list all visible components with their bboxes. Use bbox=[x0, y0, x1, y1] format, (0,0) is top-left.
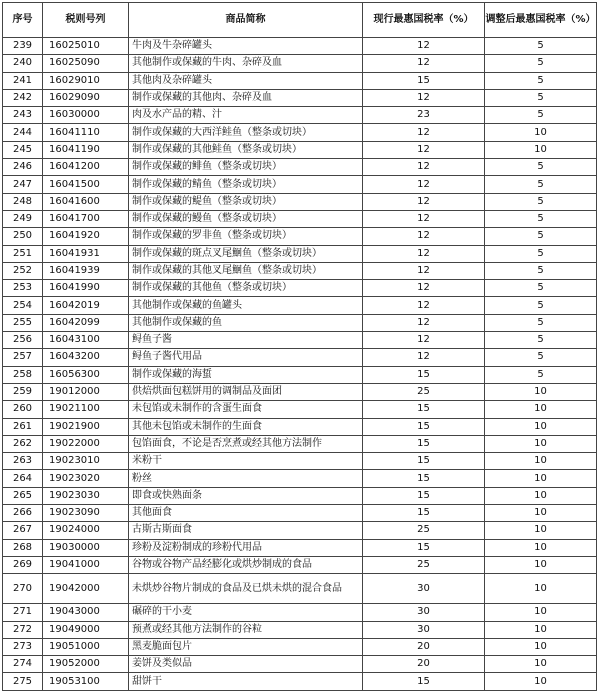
tariff-code-cell: 19053100 bbox=[43, 673, 129, 690]
current-rate-cell: 12 bbox=[363, 124, 485, 141]
serial-cell: 241 bbox=[3, 72, 43, 89]
current-rate-cell: 12 bbox=[363, 228, 485, 245]
tariff-code-cell: 19023030 bbox=[43, 487, 129, 504]
adjusted-rate-cell: 10 bbox=[485, 673, 597, 690]
serial-cell: 240 bbox=[3, 55, 43, 72]
adjusted-rate-cell: 5 bbox=[485, 245, 597, 262]
header-adjusted-rate: 调整后最惠国税率（%） bbox=[485, 3, 597, 38]
current-rate-cell: 12 bbox=[363, 314, 485, 331]
current-rate-cell: 12 bbox=[363, 38, 485, 55]
adjusted-rate-cell: 5 bbox=[485, 159, 597, 176]
current-rate-cell: 15 bbox=[363, 435, 485, 452]
serial-cell: 239 bbox=[3, 38, 43, 55]
current-rate-cell: 15 bbox=[363, 673, 485, 690]
current-rate-cell: 15 bbox=[363, 487, 485, 504]
serial-cell: 264 bbox=[3, 470, 43, 487]
serial-cell: 245 bbox=[3, 141, 43, 158]
current-rate-cell: 15 bbox=[363, 505, 485, 522]
tariff-code-cell: 16041600 bbox=[43, 193, 129, 210]
serial-cell: 272 bbox=[3, 621, 43, 638]
table-row bbox=[3, 487, 597, 504]
tariff-code-cell: 16041200 bbox=[43, 159, 129, 176]
serial-cell: 250 bbox=[3, 228, 43, 245]
table-row bbox=[3, 314, 597, 331]
adjusted-rate-cell: 10 bbox=[485, 418, 597, 435]
adjusted-rate-cell: 10 bbox=[485, 453, 597, 470]
product-name-cell: 粉丝 bbox=[129, 470, 363, 487]
current-rate-cell: 12 bbox=[363, 262, 485, 279]
table-row bbox=[3, 89, 597, 106]
current-rate-cell: 30 bbox=[363, 604, 485, 621]
adjusted-rate-cell: 10 bbox=[485, 539, 597, 556]
table-row bbox=[3, 72, 597, 89]
serial-cell: 261 bbox=[3, 418, 43, 435]
tariff-code-cell: 16041110 bbox=[43, 124, 129, 141]
table-row bbox=[3, 673, 597, 690]
adjusted-rate-cell: 10 bbox=[485, 401, 597, 418]
current-rate-cell: 15 bbox=[363, 72, 485, 89]
adjusted-rate-cell: 5 bbox=[485, 55, 597, 72]
tariff-code-cell: 19022000 bbox=[43, 435, 129, 452]
tariff-code-cell: 19021100 bbox=[43, 401, 129, 418]
serial-cell: 254 bbox=[3, 297, 43, 314]
header-current-rate: 现行最惠国税率（%） bbox=[363, 3, 485, 38]
adjusted-rate-cell: 5 bbox=[485, 89, 597, 106]
current-rate-cell: 25 bbox=[363, 556, 485, 573]
adjusted-rate-cell: 5 bbox=[485, 332, 597, 349]
product-name-cell: 制作或保藏的鲱鱼（整条或切块） bbox=[129, 159, 363, 176]
adjusted-rate-cell: 5 bbox=[485, 228, 597, 245]
tariff-code-cell: 19023090 bbox=[43, 505, 129, 522]
table-row bbox=[3, 262, 597, 279]
current-rate-cell: 12 bbox=[363, 210, 485, 227]
adjusted-rate-cell: 5 bbox=[485, 349, 597, 366]
tariff-code-cell: 19042000 bbox=[43, 574, 129, 604]
tariff-code-cell: 19049000 bbox=[43, 621, 129, 638]
current-rate-cell: 15 bbox=[363, 401, 485, 418]
table-row bbox=[3, 556, 597, 573]
current-rate-cell: 12 bbox=[363, 159, 485, 176]
serial-cell: 266 bbox=[3, 505, 43, 522]
table-row bbox=[3, 453, 597, 470]
tariff-code-cell: 16041931 bbox=[43, 245, 129, 262]
tariff-code-cell: 16041190 bbox=[43, 141, 129, 158]
serial-cell: 253 bbox=[3, 280, 43, 297]
current-rate-cell: 12 bbox=[363, 193, 485, 210]
serial-cell: 242 bbox=[3, 89, 43, 106]
current-rate-cell: 25 bbox=[363, 522, 485, 539]
table-row bbox=[3, 383, 597, 400]
adjusted-rate-cell: 10 bbox=[485, 556, 597, 573]
adjusted-rate-cell: 10 bbox=[485, 574, 597, 604]
product-name-cell: 其他未包馅或未制作的生面食 bbox=[129, 418, 363, 435]
tariff-code-cell: 16041990 bbox=[43, 280, 129, 297]
current-rate-cell: 15 bbox=[363, 539, 485, 556]
table-row bbox=[3, 604, 597, 621]
table-row bbox=[3, 141, 597, 158]
table-row bbox=[3, 435, 597, 452]
current-rate-cell: 15 bbox=[363, 366, 485, 383]
serial-cell: 269 bbox=[3, 556, 43, 573]
current-rate-cell: 12 bbox=[363, 55, 485, 72]
serial-cell: 268 bbox=[3, 539, 43, 556]
adjusted-rate-cell: 10 bbox=[485, 435, 597, 452]
table-row bbox=[3, 193, 597, 210]
serial-cell: 247 bbox=[3, 176, 43, 193]
table-row bbox=[3, 228, 597, 245]
tariff-code-cell: 16041939 bbox=[43, 262, 129, 279]
tariff-code-cell: 19023010 bbox=[43, 453, 129, 470]
table-row bbox=[3, 210, 597, 227]
tariff-code-cell: 16025010 bbox=[43, 38, 129, 55]
adjusted-rate-cell: 5 bbox=[485, 314, 597, 331]
adjusted-rate-cell: 10 bbox=[485, 141, 597, 158]
serial-cell: 270 bbox=[3, 574, 43, 604]
tariff-code-cell: 19052000 bbox=[43, 656, 129, 673]
serial-cell: 259 bbox=[3, 383, 43, 400]
product-name-cell: 制作或保藏的大西洋鲑鱼（整条或切块） bbox=[129, 124, 363, 141]
adjusted-rate-cell: 10 bbox=[485, 522, 597, 539]
product-name-cell: 珍粉及淀粉制成的珍粉代用品 bbox=[129, 539, 363, 556]
serial-cell: 275 bbox=[3, 673, 43, 690]
product-name-cell: 制作或保藏的鳀鱼（整条或切块） bbox=[129, 193, 363, 210]
table-row bbox=[3, 656, 597, 673]
tariff-code-cell: 16043200 bbox=[43, 349, 129, 366]
adjusted-rate-cell: 10 bbox=[485, 487, 597, 504]
adjusted-rate-cell: 5 bbox=[485, 193, 597, 210]
current-rate-cell: 12 bbox=[363, 297, 485, 314]
adjusted-rate-cell: 5 bbox=[485, 262, 597, 279]
current-rate-cell: 12 bbox=[363, 349, 485, 366]
header-tariff-code: 税则号列 bbox=[43, 3, 129, 38]
adjusted-rate-cell: 10 bbox=[485, 505, 597, 522]
product-name-cell: 制作或保藏的其他肉、杂碎及血 bbox=[129, 89, 363, 106]
tariff-code-cell: 19041000 bbox=[43, 556, 129, 573]
product-name-cell: 谷物或谷物产品经膨化或烘炒制成的食品 bbox=[129, 556, 363, 573]
serial-cell: 274 bbox=[3, 656, 43, 673]
product-name-cell: 碾碎的干小麦 bbox=[129, 604, 363, 621]
table-row bbox=[3, 159, 597, 176]
current-rate-cell: 12 bbox=[363, 89, 485, 106]
product-name-cell: 肉及水产品的精、汁 bbox=[129, 107, 363, 124]
tariff-table bbox=[2, 2, 597, 691]
table-row bbox=[3, 332, 597, 349]
header-product-name: 商品简称 bbox=[129, 3, 363, 38]
current-rate-cell: 23 bbox=[363, 107, 485, 124]
table-row bbox=[3, 107, 597, 124]
serial-cell: 258 bbox=[3, 366, 43, 383]
tariff-code-cell: 19024000 bbox=[43, 522, 129, 539]
product-name-cell: 鲟鱼子酱 bbox=[129, 332, 363, 349]
product-name-cell: 黑麦脆面包片 bbox=[129, 638, 363, 655]
tariff-code-cell: 16042019 bbox=[43, 297, 129, 314]
table-row bbox=[3, 539, 597, 556]
adjusted-rate-cell: 5 bbox=[485, 280, 597, 297]
tariff-code-cell: 19030000 bbox=[43, 539, 129, 556]
tariff-code-cell: 16041500 bbox=[43, 176, 129, 193]
product-name-cell: 未烘炒谷物片制成的食品及已烘未烘的混合食品 bbox=[129, 574, 363, 604]
adjusted-rate-cell: 10 bbox=[485, 638, 597, 655]
tariff-code-cell: 16030000 bbox=[43, 107, 129, 124]
product-name-cell: 未包馅或未制作的含蛋生面食 bbox=[129, 401, 363, 418]
adjusted-rate-cell: 10 bbox=[485, 470, 597, 487]
serial-cell: 271 bbox=[3, 604, 43, 621]
serial-cell: 257 bbox=[3, 349, 43, 366]
current-rate-cell: 15 bbox=[363, 418, 485, 435]
product-name-cell: 其他肉及杂碎罐头 bbox=[129, 72, 363, 89]
product-name-cell: 制作或保藏的其他鱼（整条或切块） bbox=[129, 280, 363, 297]
adjusted-rate-cell: 5 bbox=[485, 107, 597, 124]
serial-cell: 262 bbox=[3, 435, 43, 452]
current-rate-cell: 12 bbox=[363, 332, 485, 349]
product-name-cell: 甜饼干 bbox=[129, 673, 363, 690]
product-name-cell: 即食或快熟面条 bbox=[129, 487, 363, 504]
adjusted-rate-cell: 5 bbox=[485, 72, 597, 89]
current-rate-cell: 12 bbox=[363, 176, 485, 193]
product-name-cell: 鲟鱼子酱代用品 bbox=[129, 349, 363, 366]
adjusted-rate-cell: 5 bbox=[485, 297, 597, 314]
table-row bbox=[3, 505, 597, 522]
product-name-cell: 制作或保藏的斑点叉尾鮰鱼（整条或切块） bbox=[129, 245, 363, 262]
product-name-cell: 姜饼及类似品 bbox=[129, 656, 363, 673]
table-row bbox=[3, 418, 597, 435]
tariff-code-cell: 19023020 bbox=[43, 470, 129, 487]
serial-cell: 273 bbox=[3, 638, 43, 655]
table-row bbox=[3, 574, 597, 604]
current-rate-cell: 12 bbox=[363, 280, 485, 297]
tariff-code-cell: 16029010 bbox=[43, 72, 129, 89]
product-name-cell: 制作或保藏的罗非鱼（整条或切块） bbox=[129, 228, 363, 245]
tariff-code-cell: 19012000 bbox=[43, 383, 129, 400]
table-row bbox=[3, 297, 597, 314]
tariff-code-cell: 16041700 bbox=[43, 210, 129, 227]
current-rate-cell: 25 bbox=[363, 383, 485, 400]
adjusted-rate-cell: 10 bbox=[485, 383, 597, 400]
serial-cell: 243 bbox=[3, 107, 43, 124]
serial-cell: 263 bbox=[3, 453, 43, 470]
tariff-code-cell: 16041920 bbox=[43, 228, 129, 245]
adjusted-rate-cell: 5 bbox=[485, 210, 597, 227]
current-rate-cell: 15 bbox=[363, 453, 485, 470]
serial-cell: 246 bbox=[3, 159, 43, 176]
current-rate-cell: 30 bbox=[363, 574, 485, 604]
adjusted-rate-cell: 10 bbox=[485, 604, 597, 621]
header-serial: 序号 bbox=[3, 3, 43, 38]
serial-cell: 265 bbox=[3, 487, 43, 504]
adjusted-rate-cell: 10 bbox=[485, 621, 597, 638]
table-row bbox=[3, 638, 597, 655]
tariff-code-cell: 19021900 bbox=[43, 418, 129, 435]
table-row bbox=[3, 176, 597, 193]
current-rate-cell: 20 bbox=[363, 638, 485, 655]
table-row bbox=[3, 401, 597, 418]
product-name-cell: 其他制作或保藏的鱼 bbox=[129, 314, 363, 331]
tariff-code-cell: 19043000 bbox=[43, 604, 129, 621]
table-row bbox=[3, 55, 597, 72]
product-name-cell: 古斯古斯面食 bbox=[129, 522, 363, 539]
table-row bbox=[3, 349, 597, 366]
product-name-cell: 包馅面食，不论是否烹煮或经其他方法制作 bbox=[129, 435, 363, 452]
table-row bbox=[3, 522, 597, 539]
tariff-code-cell: 16056300 bbox=[43, 366, 129, 383]
product-name-cell: 预煮或经其他方法制作的谷粒 bbox=[129, 621, 363, 638]
tariff-code-cell: 16043100 bbox=[43, 332, 129, 349]
product-name-cell: 其他制作或保藏的牛肉、杂碎及血 bbox=[129, 55, 363, 72]
table-row bbox=[3, 621, 597, 638]
product-name-cell: 制作或保藏的其他鲑鱼（整条或切块） bbox=[129, 141, 363, 158]
adjusted-rate-cell: 5 bbox=[485, 366, 597, 383]
current-rate-cell: 20 bbox=[363, 656, 485, 673]
table-row bbox=[3, 366, 597, 383]
product-name-cell: 制作或保藏的海蜇 bbox=[129, 366, 363, 383]
current-rate-cell: 12 bbox=[363, 245, 485, 262]
serial-cell: 249 bbox=[3, 210, 43, 227]
serial-cell: 255 bbox=[3, 314, 43, 331]
current-rate-cell: 12 bbox=[363, 141, 485, 158]
serial-cell: 260 bbox=[3, 401, 43, 418]
serial-cell: 248 bbox=[3, 193, 43, 210]
product-name-cell: 其他面食 bbox=[129, 505, 363, 522]
table-row bbox=[3, 124, 597, 141]
adjusted-rate-cell: 10 bbox=[485, 656, 597, 673]
current-rate-cell: 15 bbox=[363, 470, 485, 487]
product-name-cell: 制作或保藏的鲭鱼（整条或切块） bbox=[129, 176, 363, 193]
product-name-cell: 制作或保藏的鳗鱼（整条或切块） bbox=[129, 210, 363, 227]
adjusted-rate-cell: 10 bbox=[485, 124, 597, 141]
tariff-code-cell: 16042099 bbox=[43, 314, 129, 331]
tariff-code-cell: 16025090 bbox=[43, 55, 129, 72]
serial-cell: 252 bbox=[3, 262, 43, 279]
header-row bbox=[3, 3, 597, 38]
table-row bbox=[3, 470, 597, 487]
adjusted-rate-cell: 5 bbox=[485, 38, 597, 55]
product-name-cell: 制作或保藏的其他叉尾鮰鱼（整条或切块） bbox=[129, 262, 363, 279]
table-row bbox=[3, 280, 597, 297]
serial-cell: 256 bbox=[3, 332, 43, 349]
product-name-cell: 牛肉及牛杂碎罐头 bbox=[129, 38, 363, 55]
product-name-cell: 供焙烘面包糕饼用的调制品及面团 bbox=[129, 383, 363, 400]
tariff-code-cell: 19051000 bbox=[43, 638, 129, 655]
product-name-cell: 米粉干 bbox=[129, 453, 363, 470]
serial-cell: 251 bbox=[3, 245, 43, 262]
tariff-code-cell: 16029090 bbox=[43, 89, 129, 106]
table-row bbox=[3, 38, 597, 55]
serial-cell: 267 bbox=[3, 522, 43, 539]
product-name-cell: 其他制作或保藏的鱼罐头 bbox=[129, 297, 363, 314]
current-rate-cell: 30 bbox=[363, 621, 485, 638]
adjusted-rate-cell: 5 bbox=[485, 176, 597, 193]
serial-cell: 244 bbox=[3, 124, 43, 141]
table-row bbox=[3, 245, 597, 262]
